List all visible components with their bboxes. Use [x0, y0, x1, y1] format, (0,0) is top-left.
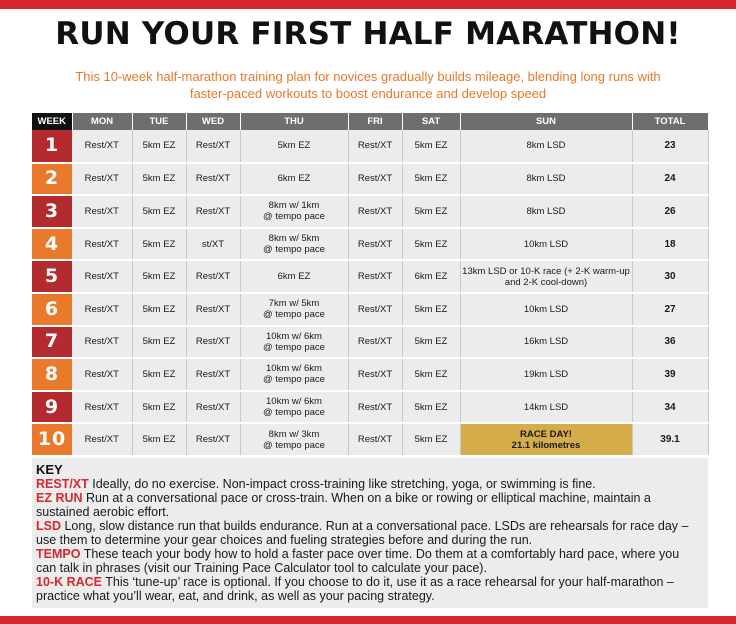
- column-header-sun: SUN: [460, 113, 632, 130]
- cell-wed: Rest/XT: [186, 358, 240, 391]
- table-row: [32, 260, 708, 293]
- cell-fri: Rest/XT: [348, 228, 402, 261]
- table-body: [32, 130, 708, 456]
- cell-fri: Rest/XT: [348, 423, 402, 456]
- cell-sat: 5km EZ: [402, 358, 460, 391]
- cell-total: 26: [632, 195, 708, 228]
- cell-thu: 5km EZ: [240, 130, 348, 163]
- table-header-row: [32, 113, 708, 130]
- cell-mon: Rest/XT: [72, 358, 132, 391]
- table-row: [32, 358, 708, 391]
- key-term: REST/XT: [36, 477, 89, 491]
- cell-thu: 6km EZ: [240, 163, 348, 196]
- cell-total: 39.1: [632, 423, 708, 456]
- cell-total: 27: [632, 293, 708, 326]
- column-header-mon: MON: [72, 113, 132, 130]
- cell-mon: Rest/XT: [72, 293, 132, 326]
- key-description: Run at a conversational pace or cross-train. When on a bike or rowing or elliptical machine, maintain a sustained aerobic effort.: [36, 491, 651, 519]
- key-title: KEY: [36, 462, 63, 477]
- key-description: Ideally, do no exercise. Non-impact cross-training like stretching, yoga, or swimming is fine.: [88, 477, 596, 491]
- cell-total: 34: [632, 391, 708, 424]
- cell-tue: 5km EZ: [132, 293, 186, 326]
- cell-sat: 5km EZ: [402, 326, 460, 359]
- key-entry-rest-xt: [36, 477, 702, 491]
- cell-wed: Rest/XT: [186, 130, 240, 163]
- key-entry-lsd: [36, 519, 702, 547]
- table-row: [32, 423, 708, 456]
- cell-sun: 10km LSD: [460, 293, 632, 326]
- cell-fri: Rest/XT: [348, 195, 402, 228]
- cell-week: 3: [32, 195, 72, 228]
- cell-wed: Rest/XT: [186, 293, 240, 326]
- table-row: [32, 326, 708, 359]
- bottom-accent-bar: [0, 616, 736, 624]
- key-term: TEMPO: [36, 547, 81, 561]
- cell-tue: 5km EZ: [132, 130, 186, 163]
- key-description: This ‘tune-up’ race is optional. If you choose to do it, use it as a race rehearsal for your half-marathon – practice what you’ll wear, eat, and drink, as well as your pacing strategy.: [36, 575, 674, 603]
- key-term: 10-K RACE: [36, 575, 102, 589]
- cell-mon: Rest/XT: [72, 195, 132, 228]
- cell-thu: 8km w/ 5km @ tempo pace: [240, 228, 348, 261]
- cell-sat: 5km EZ: [402, 163, 460, 196]
- cell-week: 1: [32, 130, 72, 163]
- cell-sun: 8km LSD: [460, 195, 632, 228]
- key-term: EZ RUN: [36, 491, 83, 505]
- cell-total: 24: [632, 163, 708, 196]
- cell-fri: Rest/XT: [348, 163, 402, 196]
- column-header-thu: THU: [240, 113, 348, 130]
- cell-thu: 8km w/ 1km @ tempo pace: [240, 195, 348, 228]
- key-entry-ez-run: [36, 491, 702, 519]
- cell-mon: Rest/XT: [72, 326, 132, 359]
- cell-thu: 10km w/ 6km @ tempo pace: [240, 358, 348, 391]
- table-row: [32, 163, 708, 196]
- cell-thu: 6km EZ: [240, 260, 348, 293]
- cell-sun: 10km LSD: [460, 228, 632, 261]
- cell-fri: Rest/XT: [348, 260, 402, 293]
- cell-sun: RACE DAY! 21.1 kilometres: [460, 423, 632, 456]
- cell-sat: 5km EZ: [402, 195, 460, 228]
- key-term: LSD: [36, 519, 61, 533]
- column-header-wed: WED: [186, 113, 240, 130]
- cell-wed: Rest/XT: [186, 163, 240, 196]
- cell-sun: 19km LSD: [460, 358, 632, 391]
- cell-thu: 8km w/ 3km @ tempo pace: [240, 423, 348, 456]
- column-header-total: TOTAL: [632, 113, 708, 130]
- cell-fri: Rest/XT: [348, 391, 402, 424]
- cell-wed: Rest/XT: [186, 260, 240, 293]
- cell-fri: Rest/XT: [348, 358, 402, 391]
- table-row: [32, 130, 708, 163]
- key-description: These teach your body how to hold a faster pace over time. Do them at a comfortably hard pace, where you can talk in phrases (visit our Training Pace Calculator tool to calculate your pace).: [36, 547, 680, 575]
- cell-week: 8: [32, 358, 72, 391]
- cell-sat: 5km EZ: [402, 391, 460, 424]
- cell-fri: Rest/XT: [348, 293, 402, 326]
- page-title: RUN YOUR FIRST HALF MARATHON!: [55, 16, 681, 52]
- table-row: [32, 391, 708, 424]
- cell-sat: 5km EZ: [402, 293, 460, 326]
- cell-total: 39: [632, 358, 708, 391]
- cell-week: 6: [32, 293, 72, 326]
- cell-mon: Rest/XT: [72, 228, 132, 261]
- cell-thu: 7km w/ 5km @ tempo pace: [240, 293, 348, 326]
- cell-sun: 13km LSD or 10-K race (+ 2-K warm-up and 2-K cool-down): [460, 260, 632, 293]
- cell-tue: 5km EZ: [132, 228, 186, 261]
- column-header-sat: SAT: [402, 113, 460, 130]
- cell-week: 7: [32, 326, 72, 359]
- table-row: [32, 195, 708, 228]
- cell-tue: 5km EZ: [132, 260, 186, 293]
- cell-fri: Rest/XT: [348, 326, 402, 359]
- cell-tue: 5km EZ: [132, 358, 186, 391]
- cell-total: 30: [632, 260, 708, 293]
- cell-sat: 5km EZ: [402, 228, 460, 261]
- cell-mon: Rest/XT: [72, 260, 132, 293]
- cell-total: 18: [632, 228, 708, 261]
- cell-wed: Rest/XT: [186, 326, 240, 359]
- column-header-fri: FRI: [348, 113, 402, 130]
- cell-tue: 5km EZ: [132, 326, 186, 359]
- cell-sat: 6km EZ: [402, 260, 460, 293]
- table-row: [32, 228, 708, 261]
- key-entry-tempo: [36, 547, 702, 575]
- cell-sun: 14km LSD: [460, 391, 632, 424]
- cell-week: 10: [32, 423, 72, 456]
- cell-sun: 8km LSD: [460, 130, 632, 163]
- column-header-week: WEEK: [32, 113, 72, 130]
- cell-week: 4: [32, 228, 72, 261]
- cell-mon: Rest/XT: [72, 130, 132, 163]
- key-description: Long, slow distance run that builds endurance. Run at a conversational pace. LSDs are rehearsals for race day – use them to determine your gear choices and fueling strategies before and during the run.: [36, 519, 689, 547]
- cell-tue: 5km EZ: [132, 423, 186, 456]
- cell-total: 36: [632, 326, 708, 359]
- cell-tue: 5km EZ: [132, 163, 186, 196]
- cell-fri: Rest/XT: [348, 130, 402, 163]
- key-entry-10k-race: [36, 575, 702, 603]
- column-header-tue: TUE: [132, 113, 186, 130]
- cell-week: 5: [32, 260, 72, 293]
- cell-thu: 10km w/ 6km @ tempo pace: [240, 326, 348, 359]
- training-plan-table: [32, 113, 709, 457]
- cell-sat: 5km EZ: [402, 130, 460, 163]
- cell-sun: 8km LSD: [460, 163, 632, 196]
- cell-total: 23: [632, 130, 708, 163]
- page-subtitle: This 10-week half-marathon training plan for novices gradually builds mileage, blending long runs with faster-paced workouts to boost endurance and develop speed: [75, 69, 661, 101]
- cell-sat: 5km EZ: [402, 423, 460, 456]
- cell-thu: 10km w/ 6km @ tempo pace: [240, 391, 348, 424]
- table-row: [32, 293, 708, 326]
- cell-week: 2: [32, 163, 72, 196]
- cell-week: 9: [32, 391, 72, 424]
- cell-wed: st/XT: [186, 228, 240, 261]
- cell-wed: Rest/XT: [186, 195, 240, 228]
- cell-tue: 5km EZ: [132, 391, 186, 424]
- top-accent-bar: [0, 0, 736, 9]
- cell-sun: 16km LSD: [460, 326, 632, 359]
- key-legend: [32, 458, 708, 608]
- cell-mon: Rest/XT: [72, 423, 132, 456]
- cell-mon: Rest/XT: [72, 391, 132, 424]
- cell-wed: Rest/XT: [186, 391, 240, 424]
- cell-tue: 5km EZ: [132, 195, 186, 228]
- cell-mon: Rest/XT: [72, 163, 132, 196]
- cell-wed: Rest/XT: [186, 423, 240, 456]
